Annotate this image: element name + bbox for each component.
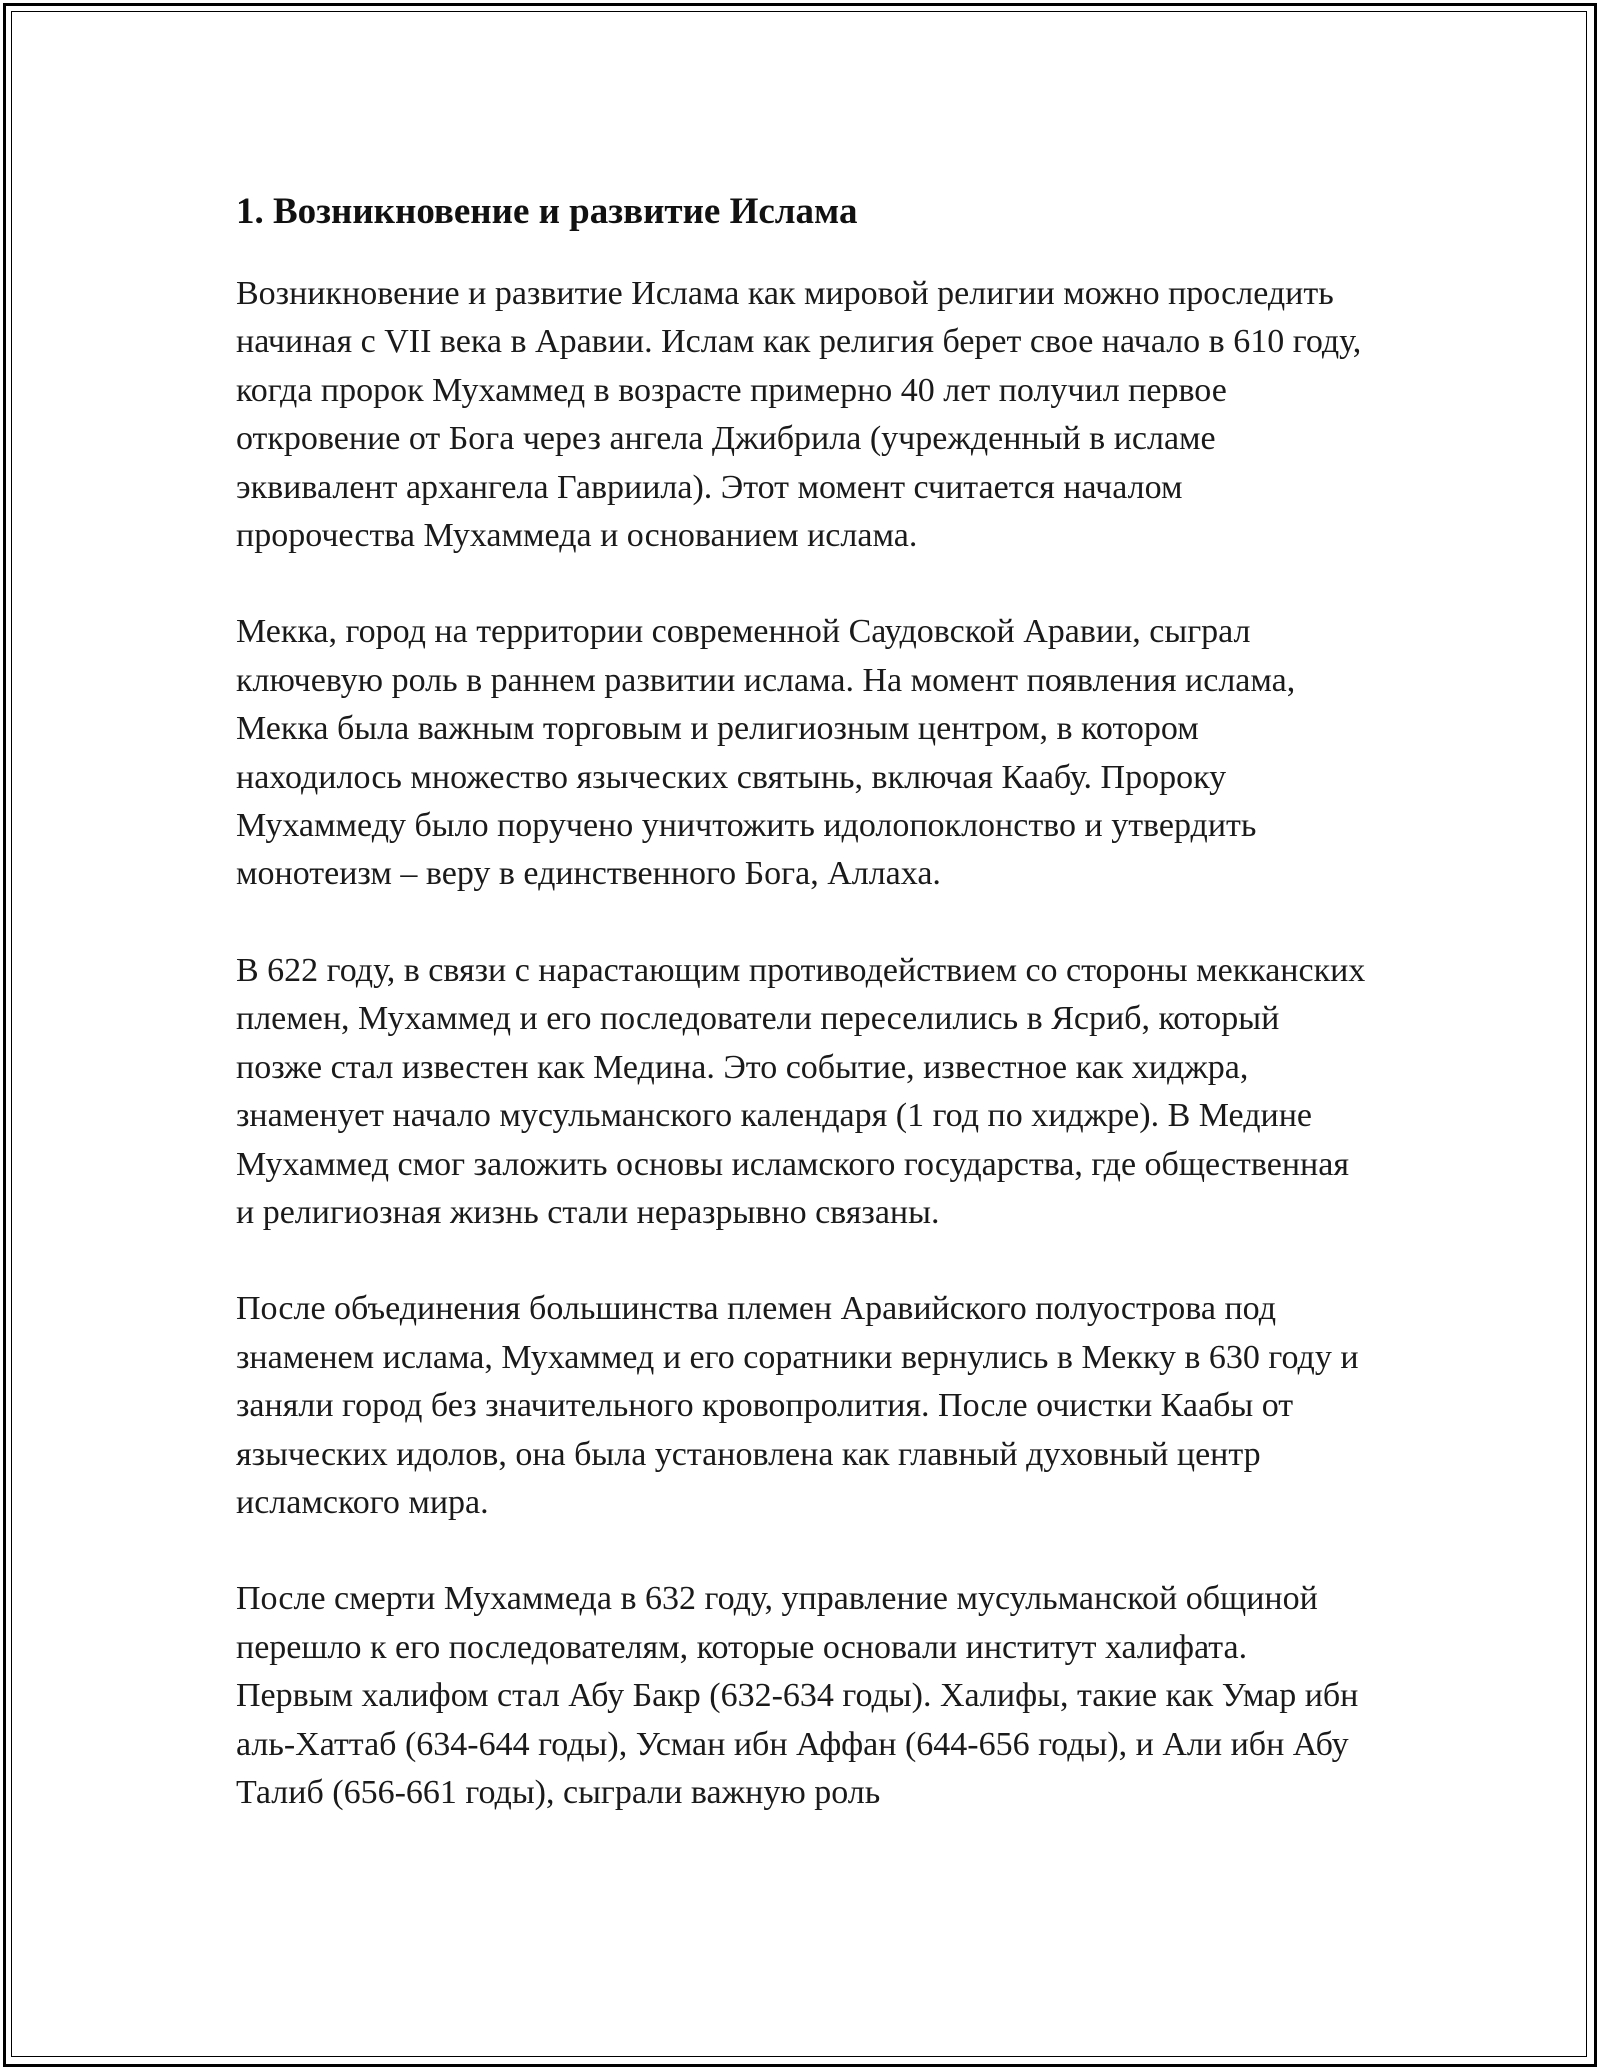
paragraph-origin: Возникновение и развитие Ислама как мировой религии можно проследить начиная с VII века в Аравии. Ислам как религия берет свое начало в 610 году, когда пророк Мухаммед в возрасте примерно 40 лет получил первое откровение от Бога через ангела Джибрила (учрежденный в исламе эквивалент архангела Гавриила). Этот момент считается началом пророчества Мухаммеда и основанием ислама. — [236, 275, 1362, 555]
paragraph-caliphate: После смерти Мухаммеда в 632 году, управление мусульманской общиной перешло к его последователям, которые основали институт халифата. Первым халифом стал Абу Бакр (632-634 годы). Халифы, такие как Умар ибн аль-Хаттаб (634-644 годы), Усман ибн Аффан (644-656 годы), и Али ибн Абу Талиб (656-661 годы), сыграли важную роль — [236, 1580, 1359, 1811]
paragraph-mecca: Мекка, город на территории современной Саудовской Аравии, сыграл ключевую роль в раннем развитии ислама. На момент появления ислама, Мекка была важным торговым и религиозным центром, в котором находилось множество языческих святынь, включая Каабу. Пророку Мухаммеду было поручено уничтожить идолопоклонство и утвердить монотеизм – веру в единственного Бога, Аллаха. — [236, 613, 1296, 893]
paragraph-return-to-mecca: После объединения большинства племен Аравийского полуострова под знаменем ислама, Мухаммед и его соратники вернулись в Мекку в 630 году и заняли город без значительного кровопролития. После очистки Каабы от языческих идолов, она была установлена как главный духовный центр исламского мира. — [236, 1290, 1359, 1521]
section-heading: 1. Возникновение и развитие Ислама — [236, 191, 858, 232]
paragraph-hijra: В 622 году, в связи с нарастающим противодействием со стороны мекканских племен, Мухаммед и его последователи переселились в Ясриб, который позже стал известен как Медина. Это событие, известное как хиджра, знаменует начало мусульманского календаря (1 год по хиджре). В Медине Мухаммед смог заложить основы исламского государства, где общественная и религиозная жизнь стали неразрывно связаны. — [236, 951, 1366, 1231]
document-body — [236, 186, 1366, 1865]
